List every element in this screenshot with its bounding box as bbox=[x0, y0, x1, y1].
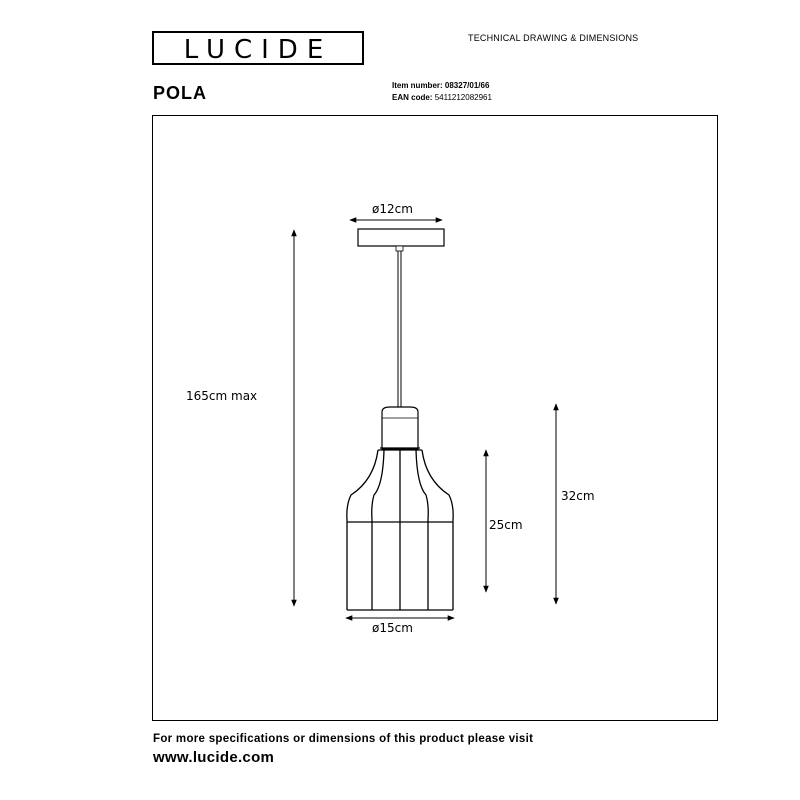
canopy-diameter-dimension bbox=[350, 202, 442, 220]
ean-code-value: 5411212082961 bbox=[434, 93, 492, 102]
suspension-cord bbox=[398, 251, 401, 407]
cage-shade bbox=[347, 450, 453, 610]
item-number-value: 08327/01/66 bbox=[444, 81, 490, 90]
lamp-holder bbox=[382, 407, 418, 449]
product-name: POLA bbox=[153, 83, 208, 103]
total-height-label: 165cm max bbox=[186, 389, 258, 403]
shade-height-label: 25cm bbox=[489, 518, 523, 532]
canopy-diameter-label: ø12cm bbox=[372, 202, 413, 216]
shade-height-dimension bbox=[486, 450, 523, 592]
footer-website-link[interactable]: www.lucide.com bbox=[153, 749, 275, 766]
item-number-label: Item number: bbox=[392, 81, 443, 90]
shade-diameter-label: ø15cm bbox=[372, 621, 413, 635]
ceiling-canopy bbox=[358, 229, 444, 246]
lamp-height-dimension bbox=[556, 404, 595, 604]
brand-logo-text: LUCIDE bbox=[183, 35, 333, 65]
footer-note: For more specifications or dimensions of this product please visit bbox=[153, 733, 534, 745]
cord-grip bbox=[396, 246, 403, 251]
total-height-dimension bbox=[186, 230, 294, 606]
lamp-height-label: 32cm bbox=[561, 489, 595, 503]
shade-diameter-dimension bbox=[346, 618, 454, 635]
document-type: TECHNICAL DRAWING & DIMENSIONS bbox=[468, 33, 639, 43]
ean-code-label: EAN code: bbox=[392, 93, 433, 102]
